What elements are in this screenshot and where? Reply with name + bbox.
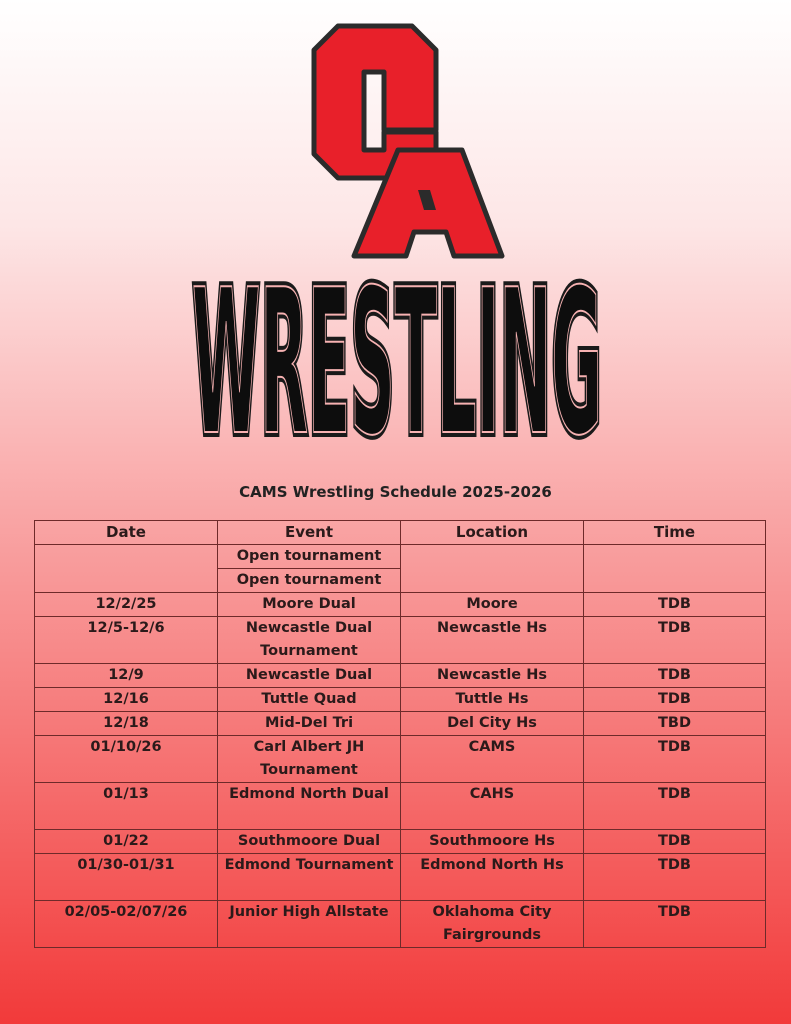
- row-event: Carl Albert JH Tournament: [218, 736, 401, 783]
- row-event: Edmond Tournament: [218, 854, 401, 901]
- table-row: [35, 688, 766, 712]
- row-date: 12/9: [35, 664, 218, 688]
- header-event: Event: [218, 521, 401, 545]
- open-time: [584, 545, 766, 593]
- table-row: [35, 736, 766, 783]
- row-event: Moore Dual: [218, 593, 401, 617]
- row-location: Tuttle Hs: [401, 688, 584, 712]
- table-row: [35, 830, 766, 854]
- row-location: Oklahoma City Fairgrounds: [401, 901, 584, 948]
- header-time: Time: [584, 521, 766, 545]
- row-location: CAHS: [401, 783, 584, 830]
- table-row: [35, 854, 766, 901]
- row-location: Newcastle Hs: [401, 617, 584, 664]
- schedule-table: [34, 520, 766, 948]
- open-event-1: Open tournament: [218, 545, 401, 569]
- row-location: Moore: [401, 593, 584, 617]
- table-row: [35, 901, 766, 948]
- table-row: [35, 617, 766, 664]
- row-event: Newcastle Dual Tournament: [218, 617, 401, 664]
- row-date: 01/22: [35, 830, 218, 854]
- row-time: TDB: [584, 854, 766, 901]
- row-time: TDB: [584, 617, 766, 664]
- logo-wordmark: [192, 247, 602, 470]
- ca-wrestling-logo: [0, 0, 791, 470]
- row-event: Edmond North Dual: [218, 783, 401, 830]
- row-date: 12/16: [35, 688, 218, 712]
- row-time: TDB: [584, 688, 766, 712]
- row-event: Mid-Del Tri: [218, 712, 401, 736]
- row-time: TDB: [584, 830, 766, 854]
- table-row: [35, 712, 766, 736]
- row-time: TDB: [584, 783, 766, 830]
- row-date: 12/18: [35, 712, 218, 736]
- row-time: TDB: [584, 664, 766, 688]
- row-date: 12/5-12/6: [35, 617, 218, 664]
- row-date: 01/30-01/31: [35, 854, 218, 901]
- row-location: Del City Hs: [401, 712, 584, 736]
- row-location: Newcastle Hs: [401, 664, 584, 688]
- open-date: [35, 545, 218, 593]
- header-row: [35, 521, 766, 545]
- open-row-1: [35, 545, 766, 569]
- row-date: 01/13: [35, 783, 218, 830]
- row-event: Tuttle Quad: [218, 688, 401, 712]
- row-location: Edmond North Hs: [401, 854, 584, 901]
- row-date: 02/05-02/07/26: [35, 901, 218, 948]
- svg-text:WRESTLING: WRESTLING: [192, 247, 602, 470]
- table-row: [35, 593, 766, 617]
- row-time: TBD: [584, 712, 766, 736]
- row-date: 01/10/26: [35, 736, 218, 783]
- open-event-2: Open tournament: [218, 569, 401, 593]
- header-location: Location: [401, 521, 584, 545]
- row-time: TDB: [584, 901, 766, 948]
- open-location: [401, 545, 584, 593]
- row-time: TDB: [584, 593, 766, 617]
- table-row: [35, 783, 766, 830]
- row-event: Junior High Allstate: [218, 901, 401, 948]
- row-location: CAMS: [401, 736, 584, 783]
- row-event: Newcastle Dual: [218, 664, 401, 688]
- table-row: [35, 664, 766, 688]
- row-event: Southmoore Dual: [218, 830, 401, 854]
- row-location: Southmoore Hs: [401, 830, 584, 854]
- svg-text:WRESTLING: WRESTLING: [192, 247, 602, 470]
- header-date: Date: [35, 521, 218, 545]
- row-date: 12/2/25: [35, 593, 218, 617]
- row-time: TDB: [584, 736, 766, 783]
- schedule-title: CAMS Wrestling Schedule 2025-2026: [239, 483, 552, 501]
